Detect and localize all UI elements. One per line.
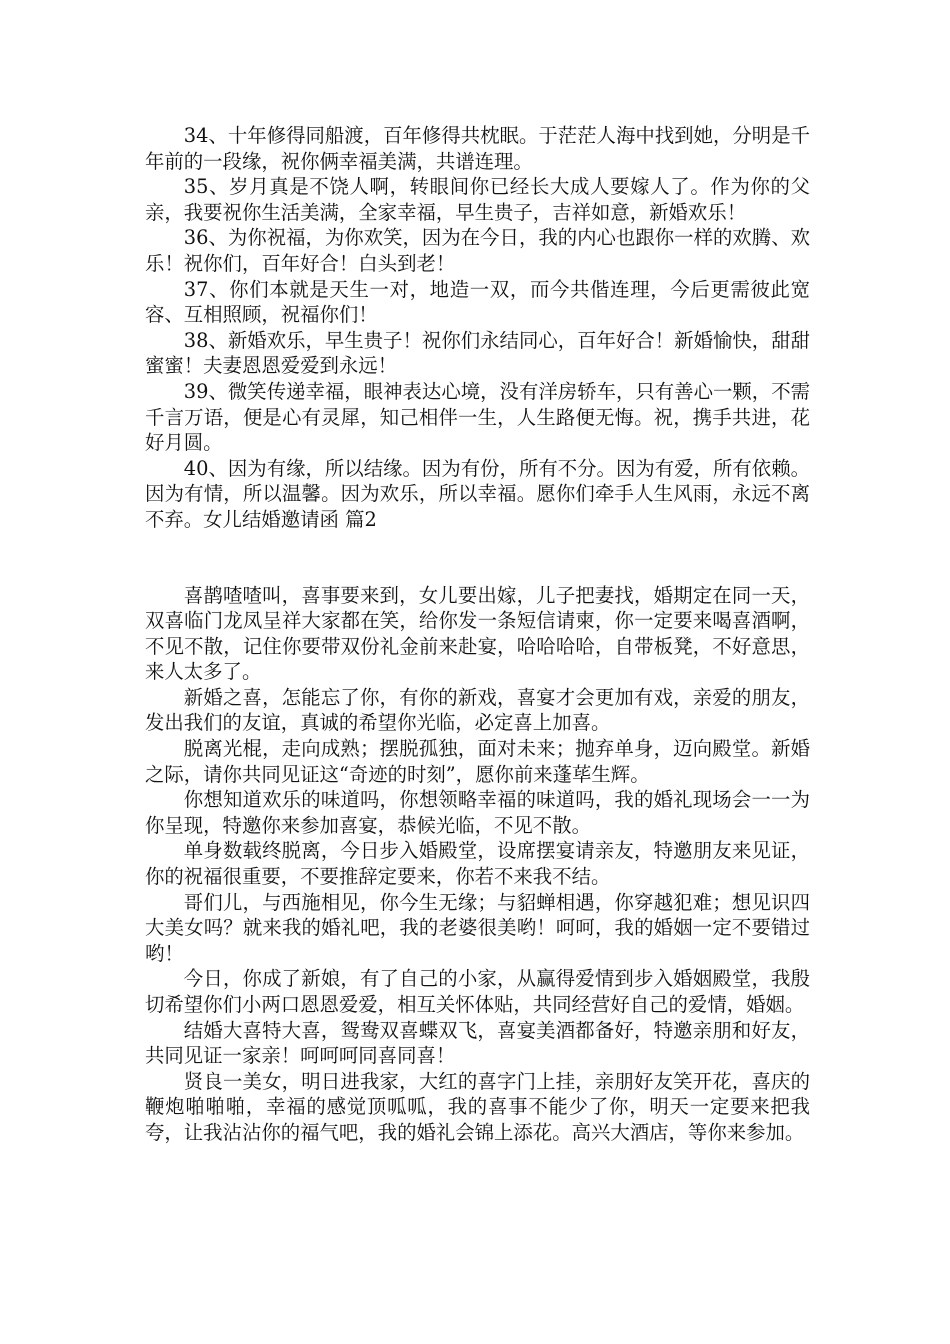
paragraph-invite-1: 喜鹊喳喳叫，喜事要来到，女儿要出嫁，儿子把妻找，婚期定在同一天，双喜临门龙凤呈祥大家都在笑，给你发一条短信请柬，你一定要来喝喜酒啊，不见不散，记住你要带双份礼金前来赴宴，哈哈哈哈，自带板凳，不好意思，来人太多了。 [145, 583, 810, 684]
paragraph-invite-7: 今日，你成了新娘，有了自己的小家，从赢得爱情到步入婚姻殿堂，我殷切希望你们小两口恩恩爱爱，相互关怀体贴，共同经营好自己的爱情，婚姻。 [145, 967, 810, 1016]
paragraph-34: 34、十年修得同船渡，百年修得共枕眠。于茫茫人海中找到她，分明是千年前的一段缘，祝你俩幸福美满，共谱连理。 [145, 124, 810, 173]
paragraph-invite-3: 脱离光棍，走向成熟；摆脱孤独，面对未来；抛弃单身，迈向殿堂。新婚之际，请你共同见证这“奇迹的时刻”，愿你前来蓬荜生辉。 [145, 737, 810, 786]
paragraph-invite-4: 你想知道欢乐的味道吗，你想领略幸福的味道吗，我的婚礼现场会一一为你呈现，特邀你来参加喜宴，恭候光临，不见不散。 [145, 788, 810, 837]
paragraph-invite-8: 结婚大喜特大喜，鸳鸯双喜蝶双飞，喜宴美酒都备好，特邀亲朋和好友，共同见证一家亲！呵呵呵同喜同喜！ [145, 1018, 810, 1068]
paragraph-36: 36、为你祝福，为你欢笑，因为在今日，我的内心也跟你一样的欢腾、欢乐！祝你们，百年好合！白头到老！ [145, 226, 810, 275]
section-gap [145, 533, 810, 583]
paragraph-invite-9: 贤良一美女，明日进我家，大红的喜字门上挂，亲朋好友笑开花，喜庆的鞭炮啪啪啪，幸福的感觉顶呱呱，我的喜事不能少了你，明天一定要来把我夸，让我沾沾你的福气吧，我的婚礼会锦上添花。高兴大酒店，等你来参加。 [145, 1069, 810, 1144]
paragraph-40: 40、因为有缘，所以结缘。因为有份，所有不分。因为有爱，所有依赖。因为有情，所以温馨。因为欢乐，所以幸福。愿你们牵手人生风雨，永远不离不弃。女儿结婚邀请函 篇2 [145, 456, 810, 531]
paragraph-37: 37、你们本就是天生一对，地造一双，而今共偕连理，今后更需彼此宽容、互相照顾，祝福你们！ [145, 277, 810, 327]
paragraph-invite-6: 哥们儿，与西施相见，你今生无缘；与貂蝉相遇，你穿越犯难；想见识四大美女吗？就来我的婚礼吧，我的老婆很美哟！呵呵，我的婚姻一定不要错过哟！ [145, 890, 810, 965]
paragraph-invite-5: 单身数载终脱离，今日步入婚殿堂，设席摆宴请亲友，特邀朋友来见证，你的祝福很重要，不要推辞定要来，你若不来我不结。 [145, 839, 810, 889]
paragraph-35: 35、岁月真是不饶人啊，转眼间你已经长大成人要嫁人了。作为你的父亲，我要祝你生活美满，全家幸福，早生贵子，吉祥如意，新婚欢乐！ [145, 175, 810, 224]
paragraph-39: 39、微笑传递幸福，眼神表达心境，没有洋房轿车，只有善心一颗，不需千言万语，便是心有灵犀，知己相伴一生，人生路便无悔。祝，携手共进，花好月圆。 [145, 379, 810, 455]
paragraph-invite-2: 新婚之喜，怎能忘了你，有你的新戏，喜宴才会更加有戏，亲爱的朋友，发出我们的友谊，真诚的希望你光临，必定喜上加喜。 [145, 685, 810, 735]
paragraph-38: 38、新婚欢乐，早生贵子！祝你们永结同心，百年好合！新婚愉快，甜甜蜜蜜！夫妻恩恩爱爱到永远！ [145, 328, 810, 378]
document-page [145, 123, 810, 1146]
